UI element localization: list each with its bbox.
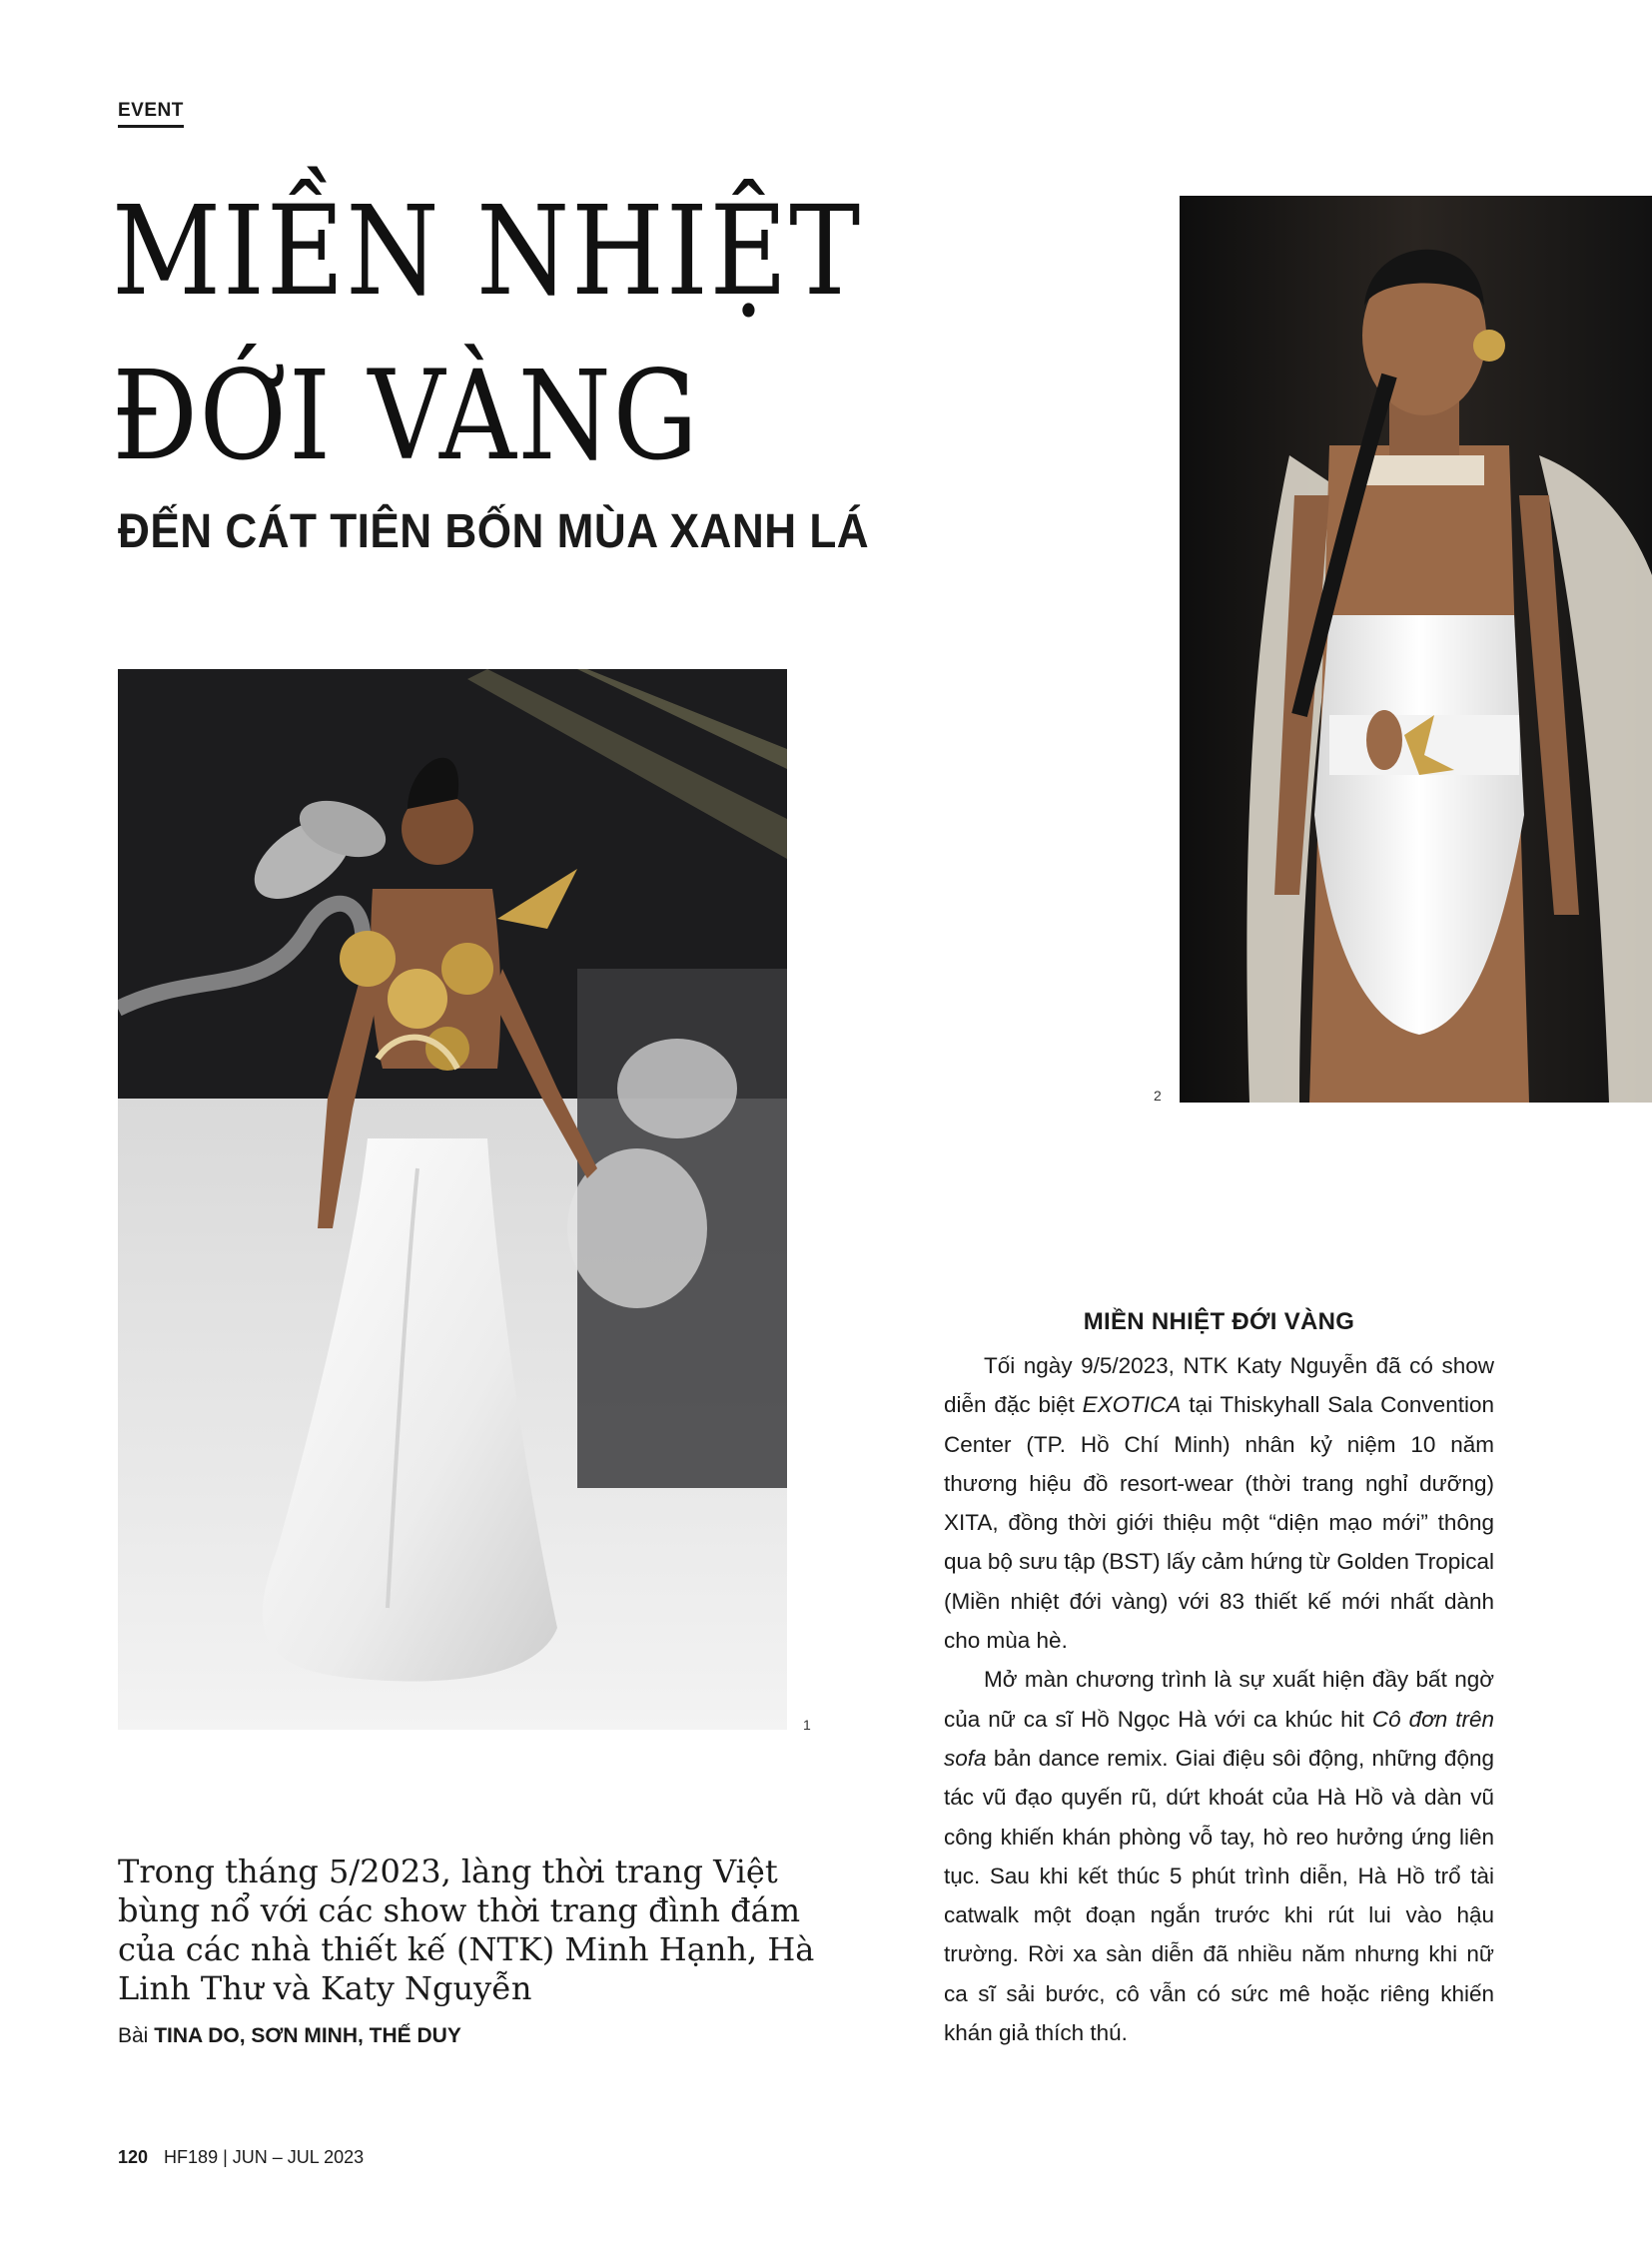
runway-photo-2-illustration: [1180, 196, 1652, 1103]
photo-number-2: 2: [1154, 1088, 1162, 1104]
byline-authors: TINA DO, SƠN MINH, THẾ DUY: [154, 2024, 461, 2047]
article-paragraph-2: [944, 1660, 1494, 2052]
byline-prefix: Bài: [118, 2024, 149, 2047]
runway-photo-2: [1180, 196, 1652, 1103]
headline-line-2: ĐỚI VÀNG: [112, 345, 700, 488]
headline-line-1: MIỀN NHIỆT: [112, 180, 862, 324]
article-column: [944, 1308, 1494, 2052]
byline: [118, 2024, 461, 2048]
article-paragraph-1: [944, 1346, 1494, 1660]
runway-photo-1-illustration: [118, 669, 787, 1730]
paragraph-1-text-a: Tối ngày 9/5/2023, NTK Katy Nguyễn đã có show diễn đặc biệt: [944, 1353, 1494, 1418]
paragraph-2-text-b: bản dance remix. Giai điệu sôi động, những động tác vũ đạo quyến rũ, dứt khoát của Hà Hồ và dàn vũ công khiến khán phòng vỗ tay, hò reo hưởng ứng liên tục. Sau khi kết thúc 5 phút trình diễn, Hà Hồ trổ tài catwalk một đoạn ngắn trước khi rút lui vào hậu trường. Rời xa sàn diễn đã nhiều năm nhưng khi nữ ca sĩ sải bước, cô vẫn có sức mê hoặc riêng khiến khán giả thích thú.: [944, 1745, 1494, 2046]
lede-paragraph: Trong tháng 5/2023, làng thời trang Việt bùng nổ với các show thời trang đình đám của các nhà thiết kế (NTK) Minh Hạnh, Hà Linh Thư và Katy Nguyễn: [118, 1853, 815, 2007]
subheadline: ĐẾN CÁT TIÊN BỐN MÙA XANH LÁ: [118, 505, 870, 558]
photo-number-1: 1: [803, 1717, 811, 1733]
paragraph-1-italic: EXOTICA: [1082, 1392, 1182, 1418]
runway-photo-1: [118, 669, 787, 1730]
paragraph-1-text-b: tại Thiskyhall Sala Convention Center (TP. Hồ Chí Minh) nhân kỷ niệm 10 năm thương hiệu đồ resort-wear (thời trang nghỉ dưỡng) XITA, đồng thời giới thiệu một “diện mạo mới” thông qua bộ sưu tập (BST) lấy cảm hứng từ Golden Tropical (Miền nhiệt đới vàng) với 83 thiết kế mới nhất dành cho mùa hè.: [944, 1392, 1494, 1654]
paragraph-2-text-a: Mở màn chương trình là sự xuất hiện đầy bất ngờ của nữ ca sĩ Hồ Ngọc Hà với ca khúc hit: [944, 1667, 1494, 1732]
page-folio: [118, 2147, 364, 2168]
section-tag: EVENT: [118, 100, 184, 128]
article-heading: MIỀN NHIỆT ĐỚI VÀNG: [1083, 1308, 1355, 1335]
issue-info: HF189 | JUN – JUL 2023: [164, 2147, 365, 2167]
paragraph-2-italic: Cô đơn trên sofa: [944, 1706, 1494, 1771]
page-number: 120: [118, 2147, 149, 2167]
